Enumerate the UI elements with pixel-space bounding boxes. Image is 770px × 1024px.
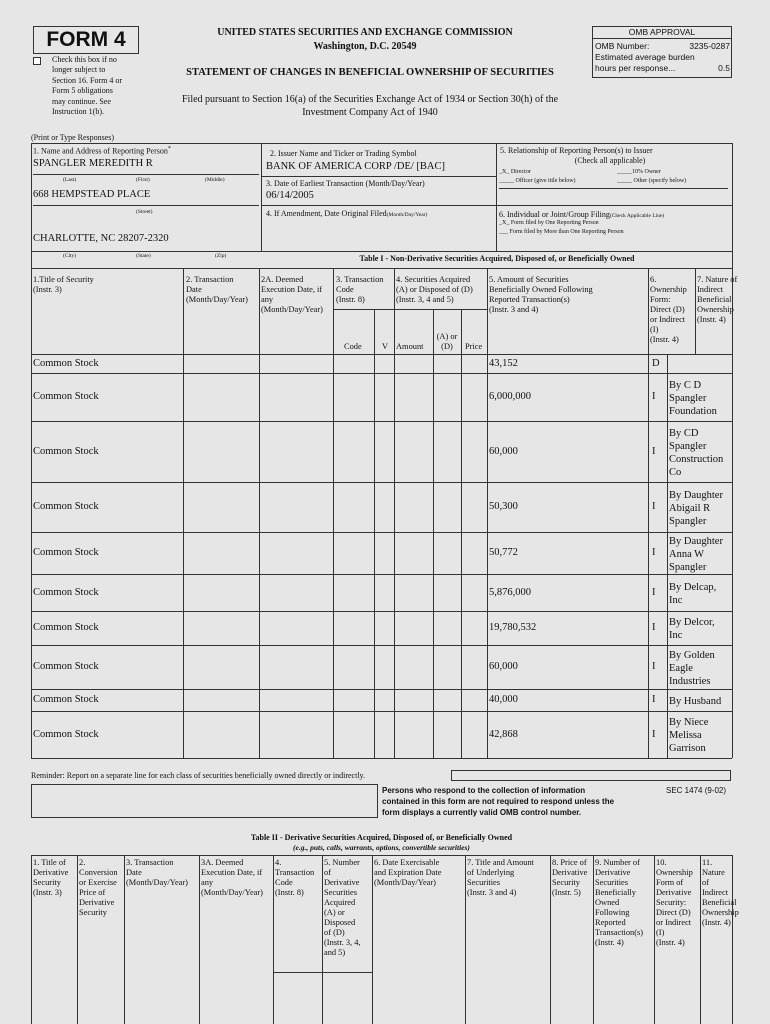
security-title[interactable]: Common Stock: [33, 357, 99, 369]
amount-owned[interactable]: 42,868: [489, 728, 518, 740]
t1-subheader-price: Price: [465, 342, 483, 351]
first-label: (First): [136, 177, 150, 183]
ownership-form[interactable]: D: [652, 357, 660, 369]
amount-owned[interactable]: 40,000: [489, 694, 518, 705]
ownership-form[interactable]: I: [652, 622, 656, 633]
security-title[interactable]: Common Stock: [33, 501, 99, 512]
omb-title: OMB APPROVAL: [628, 27, 696, 37]
reminder-input-box[interactable]: [451, 770, 731, 781]
t2-header-number-derivative: 5. Number of Derivative Securities Acquired (A) or Disposed of (D) (Instr. 3, 4, and 5): [324, 858, 361, 957]
t2-header-price: 8. Price of Derivative Security (Instr. 5): [552, 858, 588, 897]
t1-header-securities: 4. Securities Acquired (A) or Disposed of (D) (Instr. 3, 4 and 5): [396, 275, 473, 304]
t2-header-nature: 11. Nature of Indirect Beneficial Ownership (Instr. 4): [702, 858, 739, 927]
amendment-label: 4. If Amendment, Date Original Filed(Month/Day/Year): [266, 209, 428, 218]
ownership-form[interactable]: I: [652, 547, 656, 558]
security-title[interactable]: Common Stock: [33, 728, 99, 740]
street-address[interactable]: 668 HEMPSTEAD PLACE: [33, 189, 151, 200]
t1-header-nature: 7. Nature of Indirect Beneficial Ownership (Instr. 4): [697, 275, 738, 324]
street-label: (Street): [136, 209, 153, 215]
officer-option[interactable]: _____ Officer (give title below): [499, 178, 576, 184]
nature-of-ownership[interactable]: By Daughter Abigail R Spangler: [669, 489, 723, 527]
t2-header-exercisable-expiration: 6. Date Exercisable and Expiration Date (Month/Day/Year): [374, 858, 442, 887]
amount-owned[interactable]: 50,300: [489, 501, 518, 512]
notice-box: [31, 784, 378, 818]
state-label: (State): [136, 253, 151, 259]
t1-subheader-a-or-d: (A) or (D): [436, 332, 458, 351]
amount-owned[interactable]: 50,772: [489, 547, 518, 558]
t1-subheader-code: Code: [344, 342, 362, 351]
earliest-date-value[interactable]: 06/14/2005: [266, 190, 314, 201]
t1-subheader-v: V: [382, 342, 389, 351]
omb-notice: Persons who respond to the collection of information contained in this form are not required to respond unless the form displays a currently valid OMB control number.: [382, 786, 615, 817]
ownership-form[interactable]: I: [652, 728, 656, 740]
reporting-person-name[interactable]: SPANGLER MEREDITH R: [33, 158, 153, 169]
amount-owned[interactable]: 60,000: [489, 661, 518, 672]
earliest-date-label: 3. Date of Earliest Transaction (Month/Day/Year): [266, 179, 425, 188]
t2-header-title: 1. Title of Derivative Security (Instr. 3): [33, 858, 69, 897]
t2-header-trans-date: 3. Transaction Date (Month/Day/Year): [126, 858, 188, 887]
omb-number-label: OMB Number:: [595, 41, 650, 51]
t2-header-deemed-date: 3A. Deemed Execution Date, if any (Month/Day/Year): [201, 858, 263, 897]
filed-pursuant: Filed pursuant to Section 16(a) of the Securities Exchange Act of 1934 or Section 30(h) of the Investment Company Act of 1940: [181, 94, 559, 118]
amount-owned[interactable]: 60,000: [489, 445, 518, 457]
security-title[interactable]: Common Stock: [33, 661, 99, 672]
ownership-form[interactable]: I: [652, 501, 656, 512]
filed-by-one-option[interactable]: _X_ Form filed by One Reporting Person: [499, 220, 599, 226]
checkbox-text: Check this box if no longer subject to Section 16. Form 4 or Form 5 obligations may continue. See Instruction 1(b).: [52, 55, 122, 117]
t2-header-conversion: 2. Conversion or Exercise Price of Derivative Security: [79, 858, 118, 917]
form-title: FORM 4: [46, 28, 126, 51]
omb-number: 3235-0287: [689, 41, 730, 51]
t2-header-underlying: 7. Title and Amount of Underlying Securities (Instr. 3 and 4): [467, 858, 535, 897]
nature-of-ownership[interactable]: By Daughter Anna W Spangler: [669, 535, 723, 573]
filed-by-more-option[interactable]: ___ Form filed by More than One Reporting Person: [499, 229, 624, 235]
director-option[interactable]: _X_ Director: [499, 169, 531, 175]
print-note: (Print or Type Responses): [31, 133, 115, 142]
omb-hours-value: 0.5: [718, 63, 730, 73]
nature-of-ownership[interactable]: By Husband: [669, 695, 722, 707]
security-title[interactable]: Common Stock: [33, 445, 99, 457]
agency-location: Washington, D.C. 20549: [313, 41, 417, 52]
t1-header-amount-owned: 5. Amount of Securities Beneficially Owned Following Reported Transaction(s) (Instr. 3 and 4): [489, 275, 593, 314]
omb-burden: Estimated average burden: [595, 52, 695, 62]
agency-name: UNITED STATES SECURITIES AND EXCHANGE COMMISSION: [217, 27, 513, 38]
ownership-form[interactable]: I: [652, 445, 656, 457]
amount-owned[interactable]: 19,780,532: [489, 622, 537, 633]
security-title[interactable]: Common Stock: [33, 694, 99, 705]
issuer-value[interactable]: BANK OF AMERICA CORP /DE/ [BAC]: [266, 161, 446, 172]
nature-of-ownership[interactable]: By Delcor, Inc: [669, 617, 715, 641]
table1-title: Table I - Non-Derivative Securities Acquired, Disposed of, or Beneficially Owned: [359, 254, 635, 263]
security-title[interactable]: Common Stock: [33, 547, 99, 558]
city-label: (City): [63, 253, 77, 259]
ownership-form[interactable]: I: [652, 661, 656, 672]
ownership-form[interactable]: I: [652, 694, 656, 705]
nature-of-ownership[interactable]: By Niece Melissa Garrison: [669, 717, 709, 754]
other-option[interactable]: _____ Other (specify below): [617, 178, 687, 184]
ownership-form[interactable]: I: [652, 391, 656, 402]
zip-label: (Zip): [215, 253, 227, 259]
statement-title: STATEMENT OF CHANGES IN BENEFICIAL OWNERSHIP OF SECURITIES: [186, 67, 554, 78]
omb-burden-hours: hours per response...: [595, 63, 676, 73]
issuer-label: 2. Issuer Name and Ticker or Trading Symbol: [270, 149, 417, 158]
t1-header-trans-date: 2. Transaction Date (Month/Day/Year): [186, 275, 248, 304]
nature-of-ownership[interactable]: By Golden Eagle Industries: [669, 649, 715, 687]
t1-header-trans-code: 3. Transaction Code (Instr. 8): [336, 275, 384, 304]
security-title[interactable]: Common Stock: [33, 622, 99, 633]
check-all-label: (Check all applicable): [574, 156, 646, 165]
ownership-form[interactable]: I: [652, 586, 656, 598]
city-state-zip[interactable]: CHARLOTTE, NC 28207-2320: [33, 233, 169, 244]
reminder-text: Reminder: Report on a separate line for each class of securities beneficially owned directly or indirectly.: [31, 771, 366, 780]
table2-title: Table II - Derivative Securities Acquired, Disposed of, or Beneficially Owned: [250, 833, 513, 842]
nature-of-ownership[interactable]: By CD Spangler Construction Co: [669, 427, 724, 478]
no-longer-subject-checkbox[interactable]: [33, 57, 41, 65]
amount-owned[interactable]: 5,876,000: [489, 586, 531, 598]
t1-header-ownership-form: 6. Ownership Form: Direct (D) or Indirect (I) (Instr. 4): [650, 275, 687, 344]
filing-label: 6. Individual or Joint/Group Filing(Check Applicable Line): [499, 210, 665, 219]
nature-of-ownership[interactable]: By C D Spangler Foundation: [669, 379, 717, 417]
t1-header-deemed-date: 2A. Deemed Execution Date, if any (Month/Day/Year): [261, 275, 323, 314]
last-label: (Last): [63, 177, 77, 183]
security-title[interactable]: Common Stock: [33, 586, 99, 598]
sec-code: SEC 1474 (9-02): [666, 786, 727, 795]
t1-header-title: 1.Title of Security (Instr. 3): [33, 275, 94, 294]
t2-header-trans-code: 4. Transaction Code (Instr. 8): [275, 858, 315, 897]
amount-owned[interactable]: 6,000,000: [489, 391, 531, 402]
reporting-person-label: 1. Name and Address of Reporting Person*: [33, 146, 171, 156]
relationship-label: 5. Relationship of Reporting Person(s) to Issuer: [500, 146, 653, 155]
t2-header-ownership-form: 10. Ownership Form of Derivative Security: Direct (D) or Indirect (I) (Instr. 4): [656, 858, 693, 947]
t2-header-number-owned: 9. Number of Derivative Securities Beneficially Owned Following Reported Transaction(s) (Instr. 4): [595, 858, 644, 947]
nature-of-ownership[interactable]: By Delcap, Inc: [669, 581, 717, 606]
table2-subtitle: (e.g., puts, calls, warrants, options, convertible securities): [293, 843, 470, 852]
middle-label: (Middle): [205, 177, 225, 183]
ten-percent-owner-option[interactable]: _____10% Owner: [617, 169, 661, 175]
amount-owned[interactable]: 43,152: [489, 357, 518, 369]
t1-subheader-amount: Amount: [396, 342, 424, 351]
security-title[interactable]: Common Stock: [33, 391, 99, 402]
